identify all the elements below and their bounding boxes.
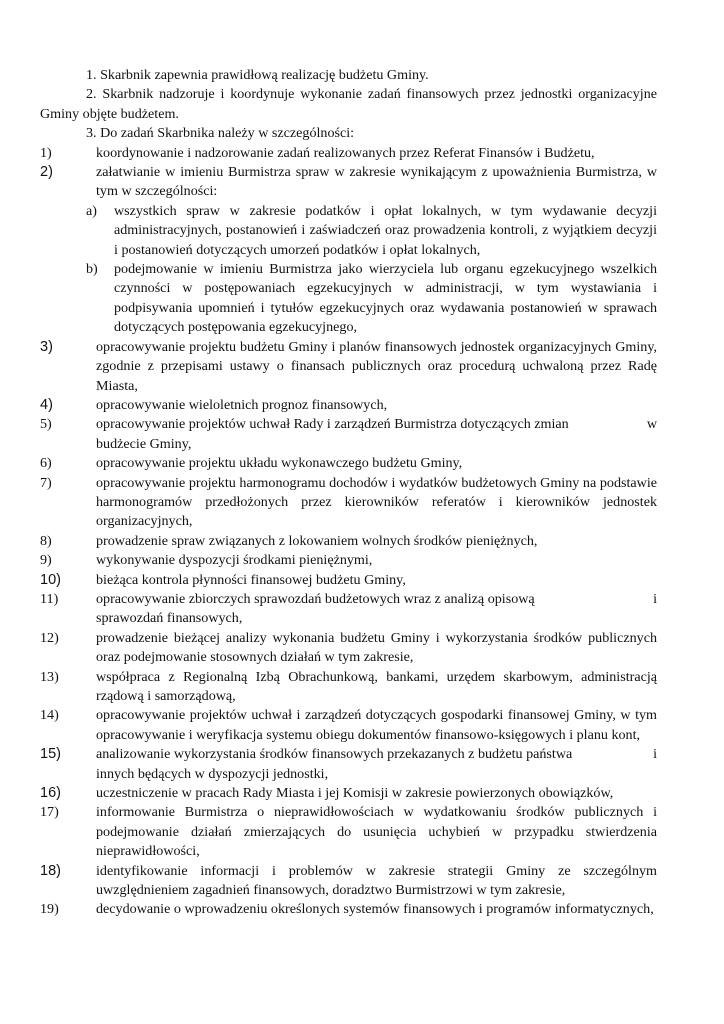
item-text: analizowanie wykorzystania środków finansowych przekazanych z budżetu państwa — [96, 746, 573, 763]
item-number: 19) — [40, 901, 59, 918]
intro-paragraph-3: 3. Do zadań Skarbnika należy w szczególności: — [86, 125, 355, 142]
item-number: 13) — [40, 668, 59, 685]
item-continuation: innych będących w dyspozycji jednostki, — [96, 765, 329, 782]
item-first-line — [96, 590, 657, 609]
item-text: opracowywanie projektu układu wykonawczego budżetu Gminy, — [96, 455, 463, 472]
sub-item-text: podejmowanie w imieniu Burmistrza jako wierzyciela lub organu egzekucyjnego wszelkich czynności w postępowaniach egzekucyjnych w administracji, w tym wystawiania i podpisywania upomnień i tytułów egzekucyjnych oraz wydawania postanowień w sprawach dotyczących postępowania egzekucyjnego, — [114, 261, 657, 336]
intro-paragraph-1: 1. Skarbnik zapewnia prawidłową realizację budżetu Gminy. — [86, 67, 429, 83]
item-number: 18) — [40, 862, 61, 879]
list-item — [40, 862, 657, 901]
item-number: 4) — [40, 396, 53, 413]
item-text: identyfikowanie informacji i problemów w zakresie strategii Gminy ze szczególnym uwzględnieniem zagadnień finansowych, doradztwo Burmistrzowi w tym zakresie, — [96, 862, 657, 899]
list-item — [40, 590, 657, 629]
item-number: 6) — [40, 455, 52, 472]
list-item — [40, 745, 657, 784]
item-text: prowadzenie bieżącej analizy wykonania budżetu Gminy i wykorzystania środków publicznych oraz podejmowanie stosownych działań w tym zakresie, — [96, 629, 657, 666]
item-number: 1) — [40, 144, 52, 161]
item-number: 8) — [40, 532, 52, 549]
item-text: uczestniczenie w pracach Rady Miasta i jej Komisji w zakresie powierzonych obowiązków, — [96, 785, 614, 802]
item-number: 12) — [40, 629, 59, 646]
item-text: bieżąca kontrola płynności finansowej budżetu Gminy, — [96, 571, 406, 588]
sub-item-letter: b) — [86, 261, 98, 278]
list-item — [40, 454, 657, 473]
item-number: 15) — [40, 746, 61, 763]
item-number: 17) — [40, 804, 59, 821]
item-text: prowadzenie spraw związanych z lokowaniem wolnych środków pieniężnych, — [96, 532, 538, 549]
list-item — [40, 706, 657, 745]
list-item — [40, 415, 657, 454]
list-item — [40, 803, 657, 861]
list-item — [40, 532, 657, 551]
sub-item-letter: a) — [86, 202, 97, 219]
item-text: opracowywanie wieloletnich prognoz finansowych, — [96, 396, 388, 413]
duties-list — [40, 144, 657, 920]
item-number: 10) — [40, 571, 61, 588]
list-item — [40, 571, 657, 590]
item-number: 5) — [40, 416, 52, 433]
list-item — [40, 668, 657, 707]
list-item — [40, 163, 657, 202]
item-continuation: sprawozdań finansowych, — [96, 610, 243, 627]
list-item — [40, 396, 657, 415]
intro-paragraph-2: 2. Skarbnik nadzoruje i koordynuje wykonanie zadań finansowych przez jednostki organizacyjne Gminy objęte budżetem. — [40, 86, 657, 122]
item-tail-word: w — [646, 416, 657, 433]
item-continuation: budżecie Gminy, — [96, 435, 192, 452]
item-text: opracowywanie projektów uchwał i zarządzeń dotyczących gospodarki finansowej Gminy, w tym opracowywanie i weryfikacja systemu obiegu dokumentów finansowo-księgowych i planu kont, — [96, 707, 657, 743]
item-text: wykonywanie dyspozycji środkami pieniężnymi, — [96, 552, 373, 569]
item-text: opracowywanie projektu budżetu Gminy i planów finansowych jednostek organizacyjnych Gminy, zgodnie z przepisami ustawy o finansach publicznych oraz procedurą uchwaloną przez Radę Miasta, — [96, 338, 657, 394]
item-number: 9) — [40, 552, 52, 569]
item-tail-word: i — [653, 590, 657, 607]
list-item — [40, 629, 657, 668]
list-item — [40, 784, 657, 803]
list-item — [40, 900, 657, 919]
list-item — [40, 474, 657, 532]
item-number: 2) — [40, 164, 53, 181]
item-text: informowanie Burmistrza o nieprawidłowościach w wydatkowaniu środków publicznych i podejmowanie działań zmierzających do usunięcia uchybień w przypadku stwierdzenia nieprawidłowości, — [96, 804, 657, 860]
list-item — [40, 338, 657, 396]
sub-list-item — [40, 260, 657, 338]
item-number: 3) — [40, 338, 53, 355]
list-item — [40, 551, 657, 570]
item-text: współpraca z Regionalną Izbą Obrachunkową, bankami, urzędem skarbowym, administracją rządową i samorządową, — [96, 668, 657, 704]
item-text: opracowywanie projektów uchwał Rady i zarządzeń Burmistrza dotyczących zmian — [96, 416, 569, 433]
item-text: opracowywanie projektu harmonogramu dochodów i wydatków budżetowych Gminy na podstawie harmonogramów przedłożonych przez kierowników referatów i kierowników jednostek organizacyjnych, — [96, 474, 657, 530]
sub-list-item — [40, 202, 657, 260]
sub-item-text: wszystkich spraw w zakresie podatków i opłat lokalnych, w tym wydawanie decyzji administracyjnych, postanowień i zaświadczeń oraz prowadzenia kontroli, z wyjątkiem decyzji i postanowień dotyczących umorzeń podatków i opłat lokalnych, — [114, 202, 657, 258]
item-text: załatwianie w imieniu Burmistrza spraw w zakresie wynikającym z upoważnienia Burmistrza, w tym w szczególności: — [96, 164, 657, 200]
item-number: 11) — [40, 590, 59, 607]
item-tail-word: i — [653, 746, 657, 763]
list-item — [40, 144, 657, 163]
item-text: decydowanie o wprowadzeniu określonych systemów finansowych i programów informatycznych, — [96, 901, 654, 918]
item-text: opracowywanie zbiorczych sprawozdań budżetowych wraz z analizą opisową — [96, 590, 535, 607]
item-text: koordynowanie i nadzorowanie zadań realizowanych przez Referat Finansów i Budżetu, — [96, 144, 595, 161]
item-number: 14) — [40, 707, 59, 724]
item-number: 7) — [40, 474, 52, 491]
item-number: 16) — [40, 785, 61, 802]
item-first-line — [96, 745, 657, 764]
item-first-line — [96, 415, 657, 434]
